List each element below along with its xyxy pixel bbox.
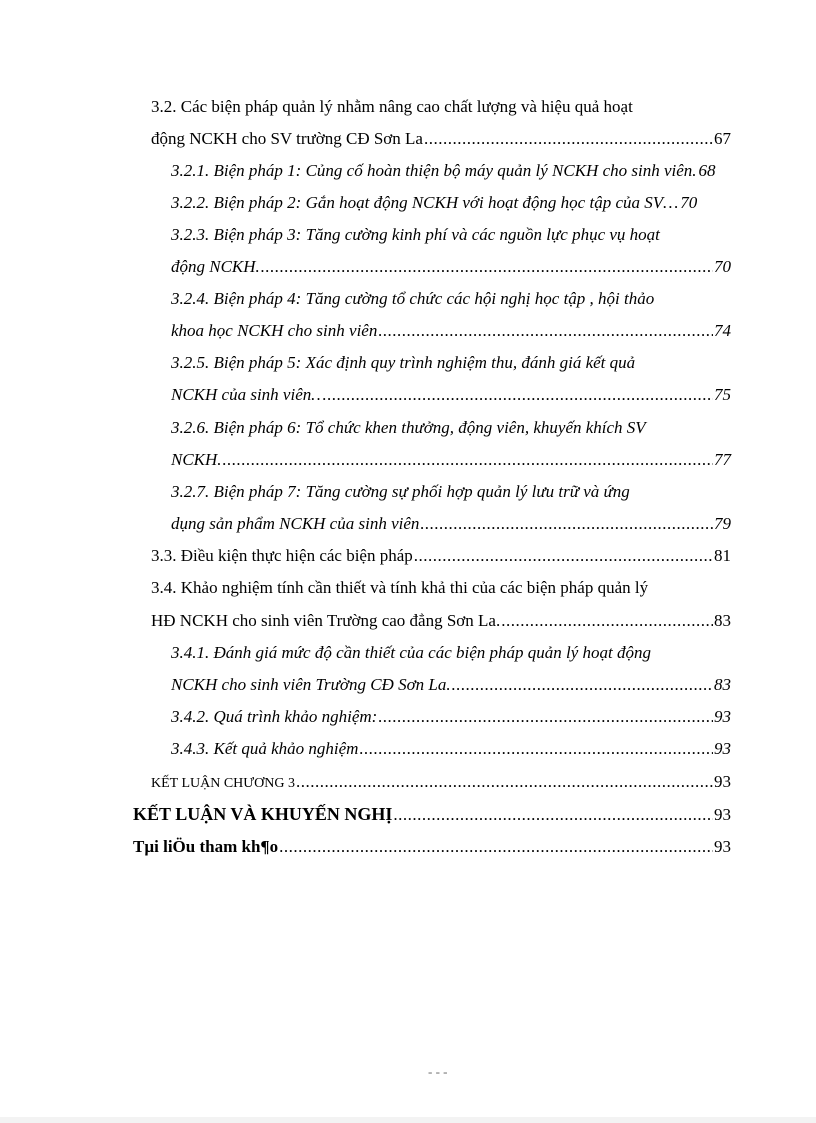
toc-text: 3.4.2. Quá trình khảo nghiệm: [171,707,378,726]
toc-entry-3-2-3-line2[interactable] [171,256,731,278]
toc-entry-3-4-line2[interactable] [151,610,731,632]
toc-text: 3.3. Điều kiện thực hiện các biện pháp [151,546,413,565]
toc-text: Tµi liÖu tham kh¶o [133,837,279,856]
page-number: 93 [714,837,731,856]
toc-text: dụng sản phẩm NCKH của sinh viên [171,514,420,533]
leader-dots [359,738,713,760]
toc-entry-3-2-6-line2[interactable] [171,449,731,471]
leader-dots [296,771,713,793]
toc-entry-3-4-3[interactable] [171,738,731,760]
toc-text: khoa học NCKH cho sinh viên [171,321,378,340]
toc-entry-3-4-line1[interactable]: 3.4. Khảo nghiệm tính cần thiết và tính khả thi của các biện pháp quản lý [151,578,649,597]
page-number: 68 [698,161,716,180]
toc-entry-3-4-1-line2[interactable] [171,674,731,696]
leader-dots [378,320,713,342]
page-number: 75 [714,385,731,404]
toc-entry-3-2-1[interactable] [171,160,731,182]
toc-entry-3-2-5-line1[interactable]: 3.2.5. Biện pháp 5: Xác định quy trình nghiệm thu, đánh giá kết quả [171,353,636,372]
toc-entry-ket-luan-khuyen-nghi[interactable] [133,803,731,826]
toc-entry-3-2-6-line1[interactable]: 3.2.6. Biện pháp 6: Tổ chức khen thưởng, động viên, khuyến khích SV [171,418,646,437]
toc-text: động NCKH cho SV trường CĐ Sơn La [151,129,423,148]
page-number: 70 [680,193,698,212]
toc-entry-3-2-4-line2[interactable] [171,320,731,342]
page-number: 83 [714,611,731,630]
toc-entry-3-2-4-line1[interactable]: 3.2.4. Biện pháp 4: Tăng cường tổ chức các hội nghị học tập , hội thảo [171,289,655,308]
page-number: 93 [714,805,731,824]
toc-entry-3-2-7-line2[interactable] [171,513,731,535]
page-number: 70 [714,257,731,276]
page-number: 67 [714,129,731,148]
leader-dots [414,545,713,567]
leader-dots [327,384,713,406]
page-footer-number: - - - [428,1064,448,1079]
toc-entry-3-4-1-line1[interactable]: 3.4.1. Đánh giá mức độ cần thiết của các biện pháp quản lý hoạt động [171,643,652,662]
page-number: 93 [714,772,731,791]
toc-text: HĐ NCKH cho sinh viên Trường cao đẳng Sơn La. [151,611,501,630]
toc-text: KẾT LUẬN VÀ KHUYẾN NGHỊ [133,804,393,824]
toc-text: NCKH của sinh viên… [171,385,327,404]
page-bottom-edge [0,1117,816,1123]
toc-text: NCKH cho sinh viên Trường CĐ Sơn La. [171,675,451,694]
toc-entry-3-3[interactable] [151,545,731,567]
toc-entry-3-2-2[interactable] [171,192,731,214]
leader-dots [393,804,713,826]
toc-entry-3-2-5-line2[interactable] [171,384,731,406]
toc-entry-ket-luan-chuong-3[interactable] [151,771,731,795]
toc-text: 3.4.3. Kết quả khảo nghiệm [171,739,359,758]
toc-text: động NCKH. [171,257,260,276]
toc-text: NCKH. [171,450,222,469]
toc-entry-3-2-7-line1[interactable]: 3.2.7. Biện pháp 7: Tăng cường sự phối hợp quản lý lưu trữ và ứng [171,482,630,501]
page-number: 93 [714,739,731,758]
page-number: 83 [714,675,731,694]
leader-dots [501,610,713,632]
page-number: 79 [714,514,731,533]
toc-text: 3.2.2. Biện pháp 2: Gắn hoạt động NCKH với hoạt động học tập của SV… [171,193,679,212]
toc-entry-3-2-line1[interactable]: 3.2. Các biện pháp quản lý nhằm nâng cao chất lượng và hiệu quả hoạt [151,97,633,116]
toc-text: 3.2.1. Biện pháp 1: Củng cố hoàn thiện bộ máy quản lý NCKH cho sinh viên. [171,161,697,180]
toc-entry-3-4-2[interactable] [171,706,731,728]
leader-dots [420,513,713,535]
leader-dots [261,256,713,278]
leader-dots [223,449,713,471]
page-number: 74 [714,321,731,340]
toc-text: KẾT LUẬN CHƯƠNG 3 [151,776,295,791]
page-number: 93 [714,707,731,726]
leader-dots [378,706,713,728]
page-number: 81 [714,546,731,565]
toc-entry-3-2-line2[interactable] [151,128,731,150]
leader-dots [452,674,713,696]
page-number: 77 [714,450,731,469]
toc-entry-tai-lieu-tham-khao[interactable] [133,836,731,858]
leader-dots [424,128,713,150]
leader-dots [279,836,713,858]
toc-entry-3-2-3-line1[interactable]: 3.2.3. Biện pháp 3: Tăng cường kinh phí và các nguồn lực phục vụ hoạt [171,225,660,244]
